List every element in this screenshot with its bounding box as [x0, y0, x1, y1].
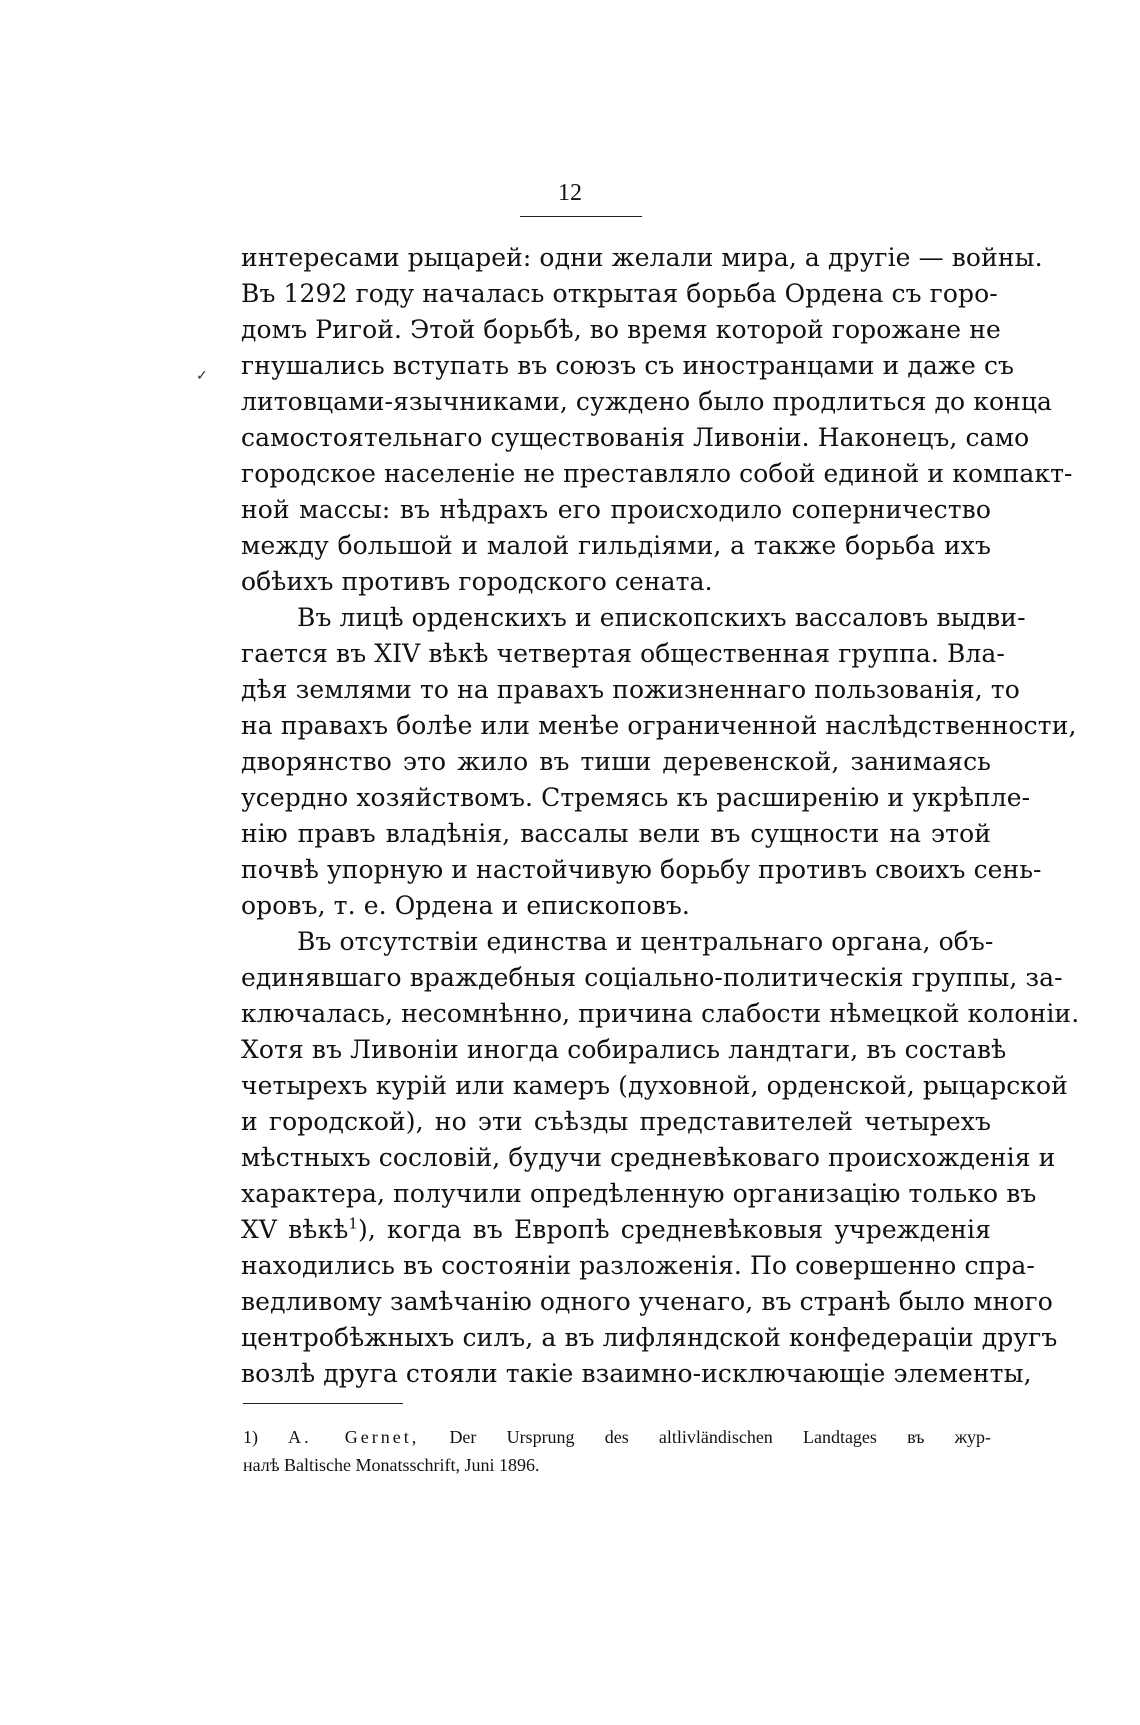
footnote-line: налѣ Baltische Monatsschrift, Juni 1896.: [243, 1455, 540, 1475]
text-line: находились въ состояніи разложенія. По совершенно спра-: [241, 1251, 1035, 1280]
text-line: интересами рыцарей: одни желали мира, а другіе — войны.: [241, 243, 1043, 272]
text-fragment: когда въ Европѣ средневѣковыя учрежденія: [387, 1215, 991, 1244]
footnote-reference: 1: [348, 1214, 359, 1233]
text-line: дѣя землями то на правахъ пожизненнаго пользованія, то: [241, 675, 1020, 704]
footnote-line: [243, 1423, 991, 1451]
text-line: ведливому замѣчанію одного ученаго, въ странѣ было много: [241, 1287, 1053, 1316]
text-line: гнушались вступать въ союзъ съ иностранцами и даже съ: [241, 351, 1015, 380]
footnote-text: Der Ursprung des altlivländischen Landtages въ жур-: [449, 1427, 992, 1447]
text-line: на правахъ болѣе или менѣе ограниченной наслѣдственности,: [241, 711, 1077, 740]
text-line: ключалась, несомнѣнно, причина слабости нѣмецкой колоніи.: [241, 999, 1080, 1028]
footnote-marker: 1): [243, 1427, 258, 1447]
text-line: нію правъ владѣнія, вассалы вели въ сущности на этой: [241, 819, 991, 848]
text-line: центробѣжныхъ силъ, а въ лифляндской конфедераціи другъ: [241, 1323, 1058, 1352]
margin-mark: ✓: [196, 368, 208, 384]
text-line: и городской), но эти съѣзды представителей четырехъ: [241, 1107, 991, 1136]
body-text: [241, 240, 1080, 1392]
text-line: самостоятельнаго существованія Ливоніи. Наконецъ, само: [241, 423, 1030, 452]
page-number-rule: [520, 216, 642, 217]
text-fragment: XV вѣкѣ: [241, 1215, 349, 1244]
text-line: единявшаго враждебныя соціально-политическія группы, за-: [241, 963, 1063, 992]
text-line: гается въ XIV вѣкѣ четвертая общественная группа. Вла-: [241, 639, 1005, 668]
text-line: городское населеніе не преставляло собой единой и компакт-: [241, 459, 1073, 488]
footnotes: [243, 1423, 991, 1479]
text-fragment: ),: [358, 1215, 376, 1244]
page-number: 12: [558, 180, 582, 206]
text-line: возлѣ друга стояли такіе взаимно-исключающіе элементы,: [241, 1359, 1032, 1388]
text-line: литовцами-язычниками, суждено было продлиться до конца: [241, 387, 1053, 416]
text-line: между большой и малой гильдіями, а также борьба ихъ: [241, 531, 991, 560]
text-line: усердно хозяйствомъ. Стремясь къ расширенію и укрѣпле-: [241, 783, 1031, 812]
text-line: четырехъ курій или камеръ (духовной, орденской, рыцарской: [241, 1071, 1068, 1100]
text-line: Въ 1292 году началась открытая борьба Ордена съ горо-: [241, 279, 998, 308]
paragraph-2: [241, 600, 1077, 924]
text-line: почвѣ упорную и настойчивую борьбу противъ своихъ сень-: [241, 855, 1042, 884]
text-line: ной массы: въ нѣдрахъ его происходило соперничество: [241, 495, 991, 524]
footnote-rule: [243, 1403, 403, 1404]
text-line: обѣихъ противъ городского сената.: [241, 567, 713, 596]
footnote-author: A. Gernet,: [288, 1427, 420, 1447]
text-line: дворянство это жило въ тиши деревенской, занимаясь: [241, 747, 991, 776]
text-line: Въ лицѣ орденскихъ и епископскихъ вассаловъ выдви-: [297, 603, 1026, 632]
text-line-with-footnote: [241, 1212, 991, 1248]
text-line: мѣстныхъ сословій, будучи средневѣковаго происхожденія и: [241, 1143, 1056, 1172]
text-line: Въ отсутствіи единства и центральнаго органа, объ-: [297, 927, 994, 956]
text-line: оровъ, т. е. Ордена и епископовъ.: [241, 891, 690, 920]
paragraph-3: [241, 924, 1080, 1392]
paragraph-1: [241, 240, 1073, 600]
text-line: характера, получили опредѣленную организацію только въ: [241, 1179, 1037, 1208]
text-line: домъ Ригой. Этой борьбѣ, во время которой горожане не: [241, 315, 1001, 344]
text-line: Хотя въ Ливоніи иногда собирались ландтаги, въ составѣ: [241, 1035, 1007, 1064]
